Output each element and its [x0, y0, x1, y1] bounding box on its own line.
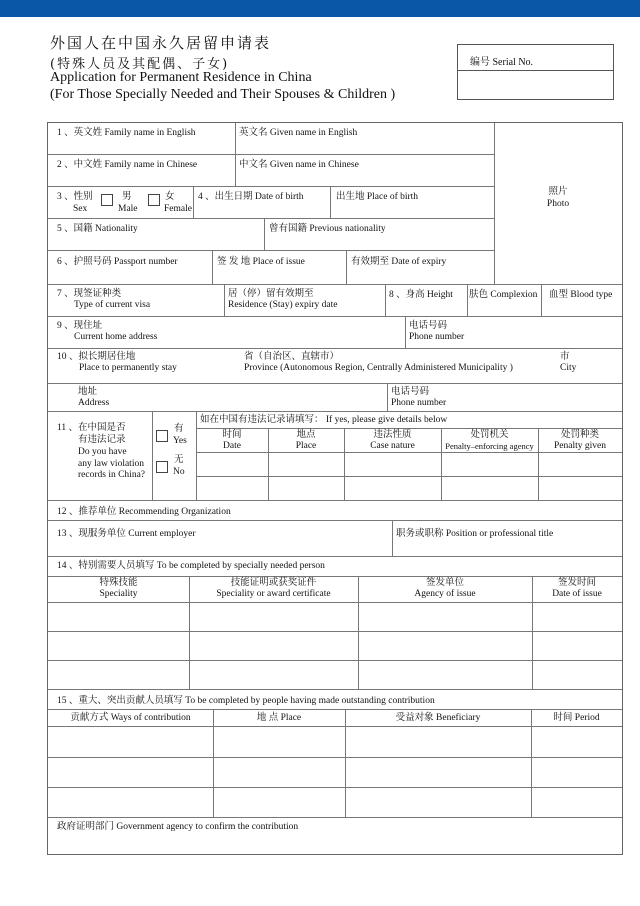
violation-date-header-cn: 时间 [222, 430, 242, 440]
current-employer-label: 13 、现服务单位 Current employer [57, 529, 196, 539]
case-nature-header-en: Case nature [370, 441, 415, 451]
date-of-expiry-label: 有效期至 Date of expiry [351, 257, 447, 267]
photo-label-en: Photo [546, 199, 570, 209]
complexion-label: 肤色 Complexion [469, 290, 538, 300]
penalty-type-header-en: Penalty given [554, 441, 606, 451]
top-color-bar [0, 0, 640, 17]
violation-date-header-en: Date [223, 441, 241, 451]
residence-expiry-label-en: Residence (Stay) expiry date [228, 300, 338, 310]
female-label-en: Female [164, 204, 192, 214]
penalty-type-header-cn: 处罚种类 [560, 430, 599, 440]
violation-place-header-cn: 地点 [296, 430, 316, 440]
date-of-birth-label: 4 、出生日期 Date of birth [198, 192, 304, 202]
city-label-cn: 市 [560, 352, 570, 362]
phone2-label-cn: 电话号码 [391, 387, 430, 397]
no-label-cn: 无 [174, 455, 184, 465]
phone-label-cn: 电话号码 [409, 321, 448, 331]
visa-type-label-en: Type of current visa [74, 300, 151, 310]
sex-label-cn: 3 、性别 [57, 192, 93, 202]
family-name-cn-label: 2 、中文姓 Family name in Chinese [57, 160, 198, 170]
violation-question-line1: 11 、在中国是否 [57, 423, 126, 433]
contribution-place-header: 地 点 Place [256, 713, 302, 723]
photo-label-cn: 照片 [548, 187, 568, 197]
section-14-heading: 14 、特别需要人员填写 To be completed by specially needed person [57, 561, 325, 571]
certificate-header-cn: 技能证明或获奖证件 [230, 578, 317, 588]
given-name-en-label: 英文名 Given name in English [239, 128, 358, 138]
violation-place-header-en: Place [295, 441, 317, 451]
place-of-issue-label: 签 发 地 Place of issue [217, 257, 305, 267]
serial-number-box [457, 44, 614, 100]
passport-number-label: 6 、护照号码 Passport number [57, 257, 178, 267]
form-title-cn: 外国人在中国永久居留申请表 [50, 34, 272, 52]
violation-yes-checkbox[interactable] [156, 430, 168, 442]
form-title-en: Application for Permanent Residence in China [50, 70, 312, 85]
beneficiary-header: 受益对象 Beneficiary [395, 713, 481, 723]
visa-type-label-cn: 7 、现签证种类 [57, 289, 122, 299]
period-header: 时间 Period [553, 713, 600, 723]
speciality-header-cn: 特殊技能 [99, 578, 138, 588]
contribution-ways-header: 贡献方式 Ways of contribution [70, 713, 191, 723]
no-label-en: No [173, 467, 185, 477]
penalty-agency-header-en: Penalty–enforcing agency [445, 441, 534, 451]
violation-question-line4: any law violation [78, 459, 144, 469]
form-subtitle-cn: (特殊人员及其配偶、子女) [50, 57, 230, 72]
issue-date-header-cn: 签发时间 [557, 578, 596, 588]
certificate-header-en: Speciality or award certificate [216, 589, 331, 599]
application-form [47, 122, 623, 855]
previous-nationality-label: 曾有国籍 Previous nationality [269, 224, 386, 234]
sex-label-en: Sex [73, 204, 88, 214]
province-label-en: Province (Autonomous Region, Centrally Administered Municipality ) [244, 363, 513, 373]
province-label-cn: 省（自治区、直辖市） [244, 352, 340, 362]
family-name-en-label: 1 、英文姓 Family name in English [57, 128, 196, 138]
place-of-birth-label: 出生地 Place of birth [336, 192, 419, 202]
form-subtitle-en: (For Those Specially Needed and Their Spouses & Children ) [50, 87, 396, 102]
recommending-organization-label: 12 、推荐单位 Recommending Organization [57, 507, 231, 517]
issuing-agency-header-en: Agency of issue [414, 589, 476, 599]
female-checkbox[interactable] [148, 194, 160, 206]
phone2-label-en: Phone number [391, 398, 447, 408]
current-address-label-en: Current home address [74, 332, 158, 342]
female-label-cn: 女 [165, 192, 175, 202]
violation-question-line2: 有违法记录 [78, 435, 126, 445]
violation-question-line3: Do you have [78, 447, 127, 457]
given-name-cn-label: 中文名 Given name in Chinese [239, 160, 359, 170]
case-nature-header-cn: 违法性质 [373, 430, 412, 440]
yes-label-en: Yes [173, 436, 187, 446]
position-label: 职务或职称 Position or professional title [396, 529, 554, 539]
speciality-header-en: Speciality [99, 589, 138, 599]
serial-label: 编号 Serial No. [458, 45, 613, 71]
issuing-agency-header-cn: 签发单位 [425, 578, 464, 588]
section-15-heading: 15 、重大、突出贡献人员填写 To be completed by people having made outstanding contribution [57, 696, 435, 706]
phone-label-en: Phone number [409, 332, 465, 342]
serial-number-field[interactable] [458, 71, 613, 98]
violation-details-note: 如在中国有违法记录请填写： If yes, please give details below [200, 415, 448, 425]
city-label-en: City [560, 363, 577, 373]
current-address-label-cn: 9 、现住址 [57, 321, 103, 331]
height-label: 8 、身高 Height [389, 290, 453, 300]
issue-date-header-en: Date of issue [552, 589, 602, 599]
penalty-agency-header-cn: 处罚机关 [470, 430, 509, 440]
blood-type-label: 血型 Blood type [549, 290, 613, 300]
government-agency-label: 政府证明部门 Government agency to confirm the contribution [57, 822, 299, 832]
stay-place-label-cn: 10 、拟长期居住地 [57, 352, 136, 362]
male-label-cn: 男 [122, 192, 132, 202]
stay-place-label-en: Place to permanently stay [79, 363, 177, 373]
male-checkbox[interactable] [101, 194, 113, 206]
violation-question-line5: records in China? [78, 470, 146, 480]
violation-no-checkbox[interactable] [156, 461, 168, 473]
yes-label-cn: 有 [174, 424, 184, 434]
address-label-cn: 地址 [78, 387, 98, 397]
address-label-en: Address [78, 398, 110, 408]
male-label-en: Male [118, 204, 138, 214]
residence-expiry-label-cn: 居（停）留有效期至 [228, 289, 314, 299]
nationality-label: 5 、国籍 Nationality [57, 224, 138, 234]
